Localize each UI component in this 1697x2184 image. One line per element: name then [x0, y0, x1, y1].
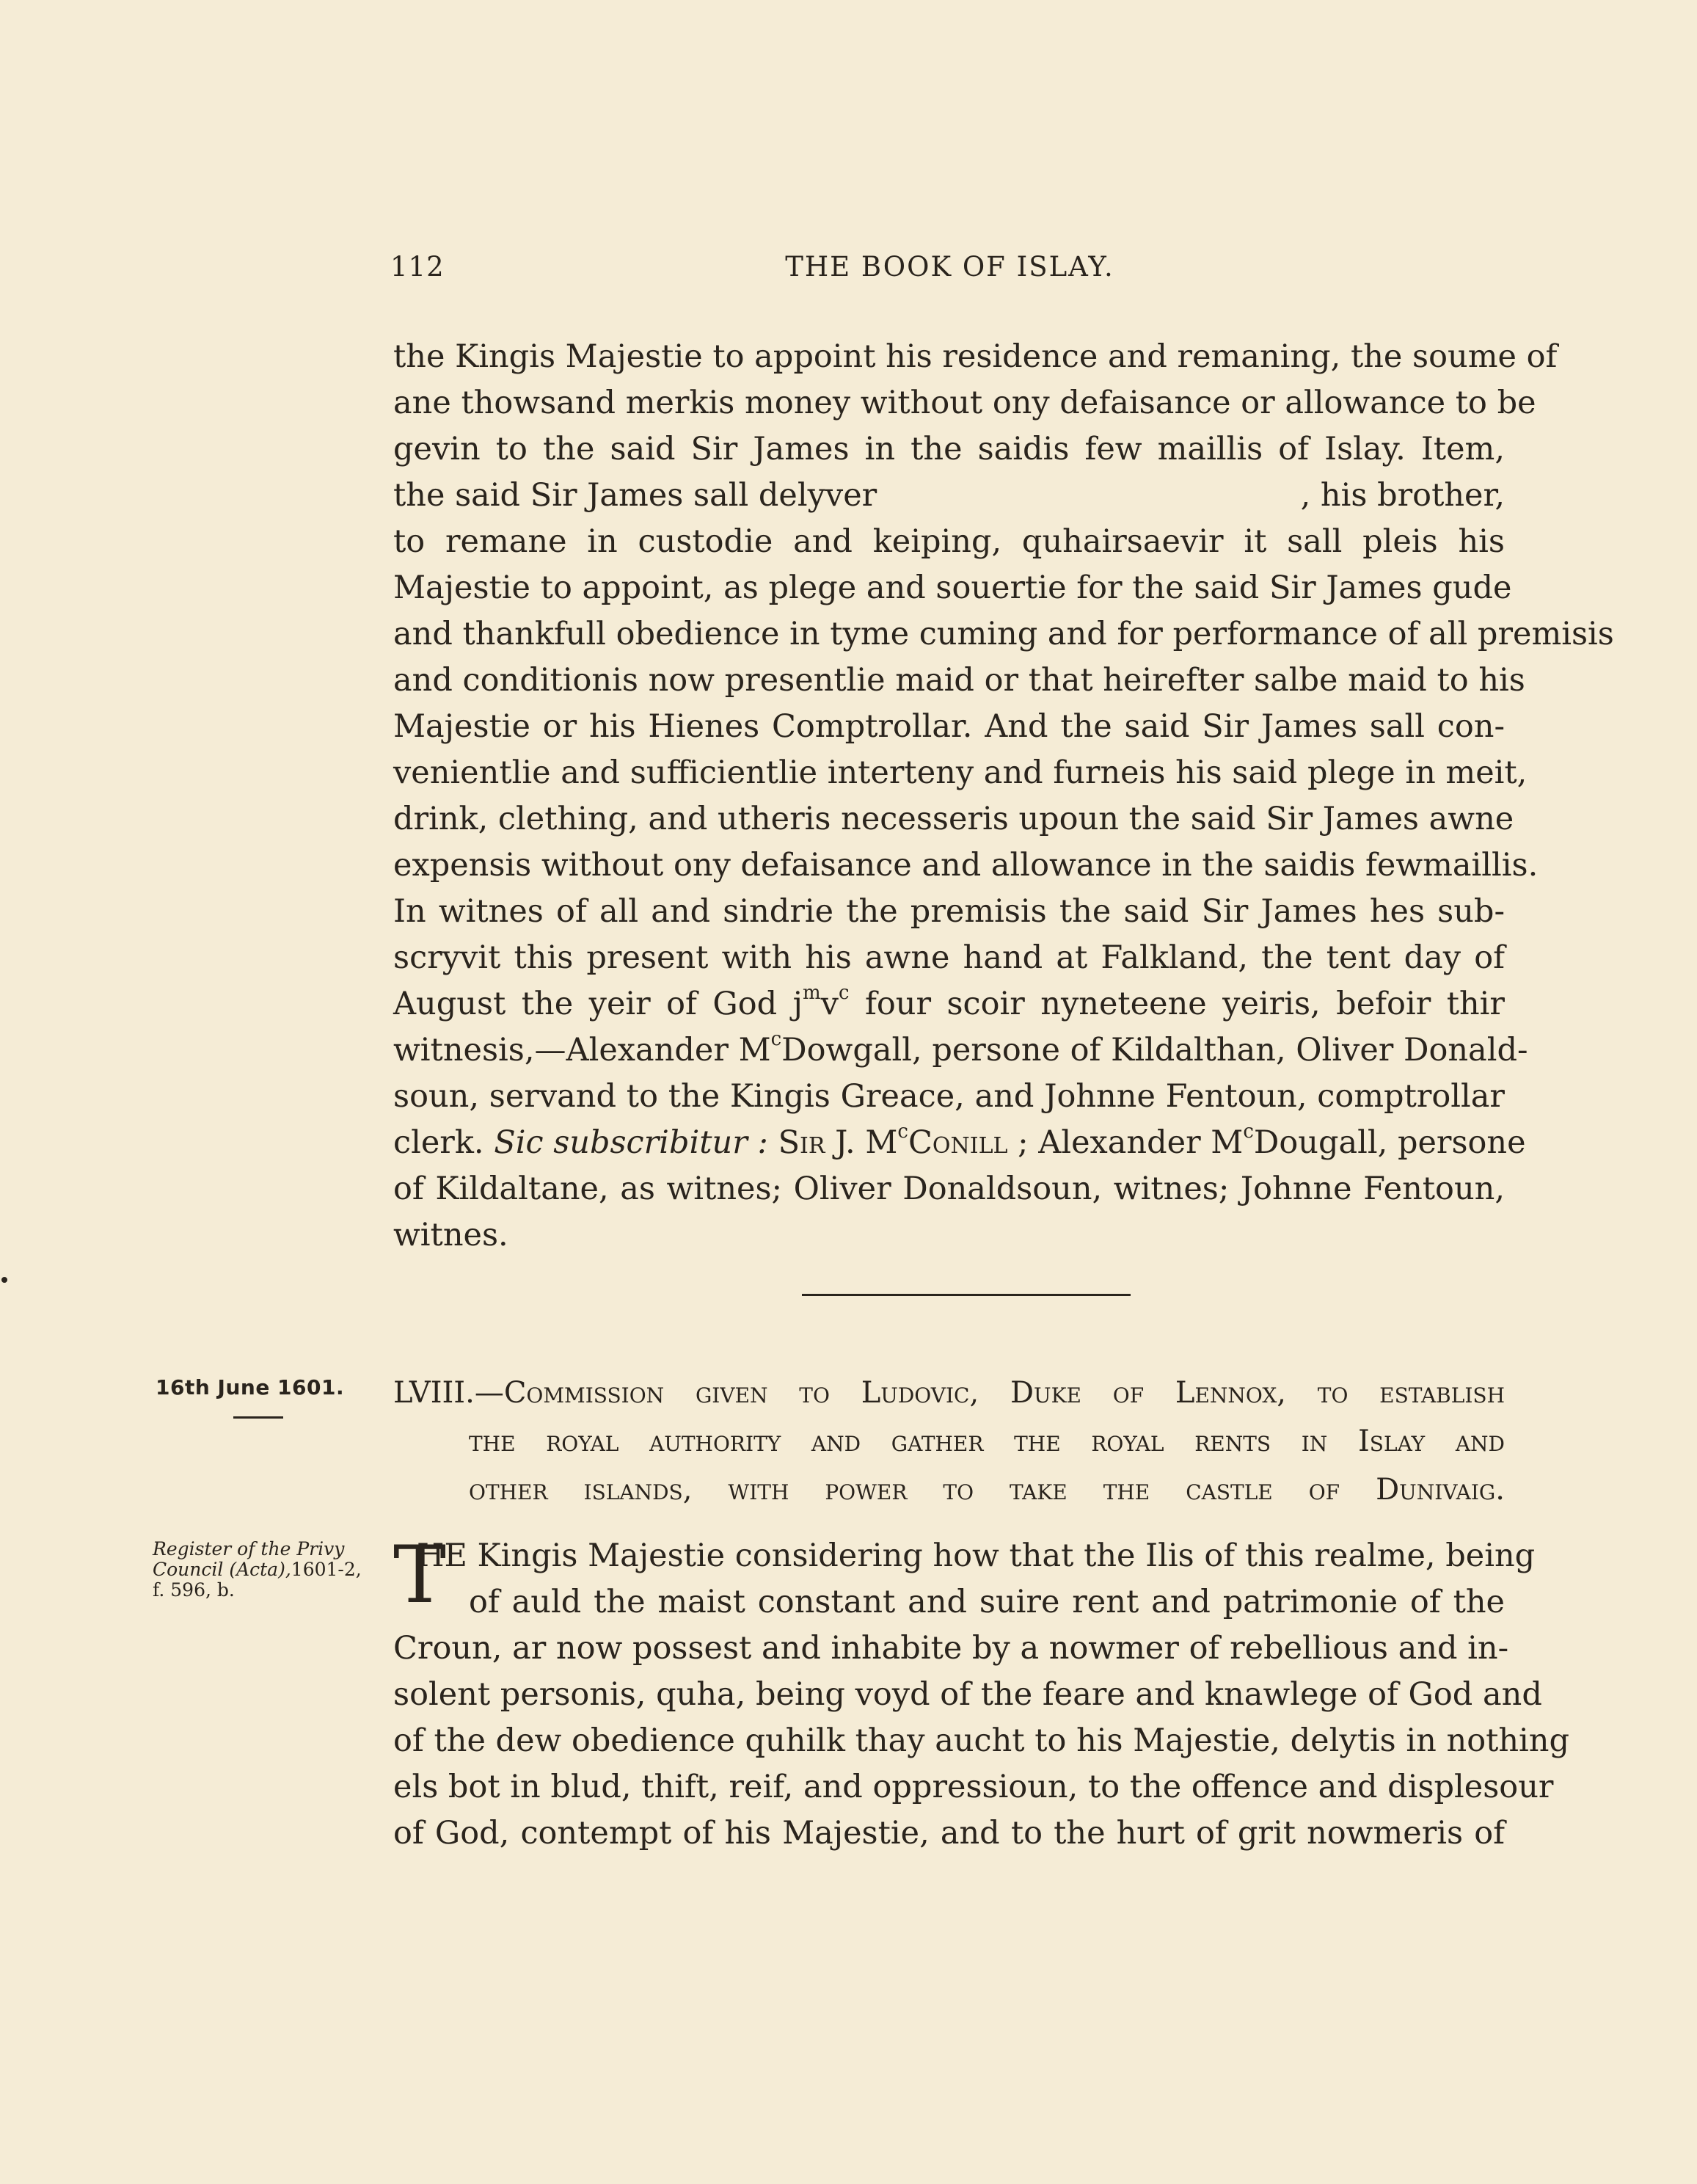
superscript: c [770, 1027, 782, 1050]
superscript: c [838, 981, 850, 1004]
text-fragment: Dowgall, persone of Kildalthan, Oliver Donald- [781, 1032, 1528, 1069]
heading-line: other islands, with power to take the castle of Dunivaig. [469, 1473, 1505, 1507]
text-line: solent personis, quha, being voyd of the feare and knawlege of God and [393, 1676, 1542, 1713]
source-marginal-note [153, 1539, 373, 1601]
text-line: and thankfull obedience in tyme cuming and for performance of all premisis [393, 616, 1614, 652]
heading-line [393, 1369, 1505, 1417]
heading-text: Commission given to Ludovic, Duke of Lennox, to establish [503, 1376, 1505, 1410]
date-rule [233, 1416, 283, 1419]
page-number: 112 [390, 251, 445, 283]
text-line: and conditionis now presentlie maid or that heirefter salbe maid to his [393, 662, 1525, 699]
text-line: drink, clething, and utheris necesseris upoun the said Sir James awne [393, 801, 1514, 837]
date-marginal-note: 16th June 1601. [156, 1375, 345, 1399]
text-line: gevin to the said Sir James in the saidis few maillis of Islay. Item, [393, 431, 1505, 467]
text-line: Majestie to appoint, as plege and souertie for the said Sir James gude [393, 569, 1512, 606]
body-text-commission [393, 1529, 1570, 1857]
body-text-continuation [393, 334, 1614, 1259]
text-line: ane thowsand merkis money without ony defaisance or allowance to be [393, 385, 1536, 421]
text-line: of the dew obedience quhilk thay aucht to his Majestie, delytis in nothing [393, 1722, 1570, 1759]
text-fragment: the said Sir James sall delyver [393, 477, 877, 514]
text-line [393, 981, 1505, 1027]
text-line: scryvit this present with his awne hand at Falkland, the tent day of [393, 939, 1505, 976]
text-line: Majestie or his Hienes Comptrollar. And the said Sir James sall con- [393, 708, 1505, 745]
text-line: to remane in custodie and keiping, quhairsaevir it sall pleis his [393, 523, 1505, 560]
margin-text: 1601-2, [291, 1559, 362, 1580]
text-fragment: Dougall, persone [1253, 1124, 1526, 1161]
text-line [393, 1027, 1528, 1074]
margin-line: f. 596, b. [153, 1579, 235, 1601]
text-line: Croun, ar now possest and inhabite by a nowmer of rebellious and in- [393, 1630, 1509, 1667]
text-line: of God, contempt of his Majestie, and to the hurt of grit nowmeris of [393, 1815, 1505, 1852]
margin-line: Register of the Privy [153, 1538, 345, 1559]
italic-phrase: Sic subscribitur : [494, 1124, 768, 1161]
text-fragment: four scoir nyneteene yeiris, befoir thir [849, 986, 1505, 1022]
text-line: the Kingis Majestie to appoint his residence and remaning, the soume of [393, 338, 1558, 375]
text-line [393, 1120, 1526, 1166]
signature-name: Sir J. M [778, 1124, 898, 1161]
print-speck [1, 1277, 7, 1283]
text-fragment: witnesis,—Alexander M [393, 1032, 771, 1069]
margin-line [153, 1559, 373, 1580]
text-line: venientlie and sufficientlie interteny and furneis his said plege in meit, [393, 754, 1528, 791]
section-heading [393, 1369, 1505, 1514]
text-line: soun, servand to the Kingis Greace, and Johnne Fentoun, comptrollar [393, 1078, 1505, 1115]
superscript: c [897, 1120, 908, 1143]
superscript: c [1243, 1120, 1254, 1143]
text-fragment: v [820, 986, 839, 1022]
text-fragment: clerk. [393, 1124, 494, 1161]
text-line: In witnes of all and sindrie the premisis the said Sir James hes sub- [393, 893, 1505, 930]
text-fragment: ; Alexander M [1007, 1124, 1244, 1161]
drop-capital: T [393, 1529, 447, 1621]
text-line: HE Kingis Majestie considering how that the Ilis of this realme, being [417, 1537, 1536, 1574]
text-fragment: August the yeir of God j [393, 986, 803, 1022]
page-title: THE BOOK OF ISLAY. [785, 251, 1114, 283]
text-fragment: , his brother, [1300, 477, 1505, 514]
text-line: of Kildaltane, as witnes; Oliver Donaldsoun, witnes; Johnne Fentoun, [393, 1171, 1505, 1207]
text-fragment [768, 1124, 778, 1161]
running-head [390, 251, 1509, 295]
text-line: expensis without ony defaisance and allowance in the saidis fewmaillis. [393, 847, 1539, 884]
margin-italic: Council (Acta), [153, 1559, 291, 1580]
heading-line: the royal authority and gather the royal rents in Islay and [469, 1424, 1505, 1458]
section-divider [802, 1294, 1131, 1296]
signature-name: Conill [908, 1124, 1008, 1161]
section-number: LVIII.— [393, 1376, 504, 1410]
text-line: witnes. [393, 1217, 508, 1253]
superscript: m [802, 981, 821, 1004]
text-line: els bot in blud, thift, reif, and oppressioun, to the offence and displesour [393, 1769, 1554, 1805]
text-line [393, 473, 1505, 519]
text-line: of auld the maist constant and suire rent and patrimonie of the [469, 1584, 1505, 1620]
